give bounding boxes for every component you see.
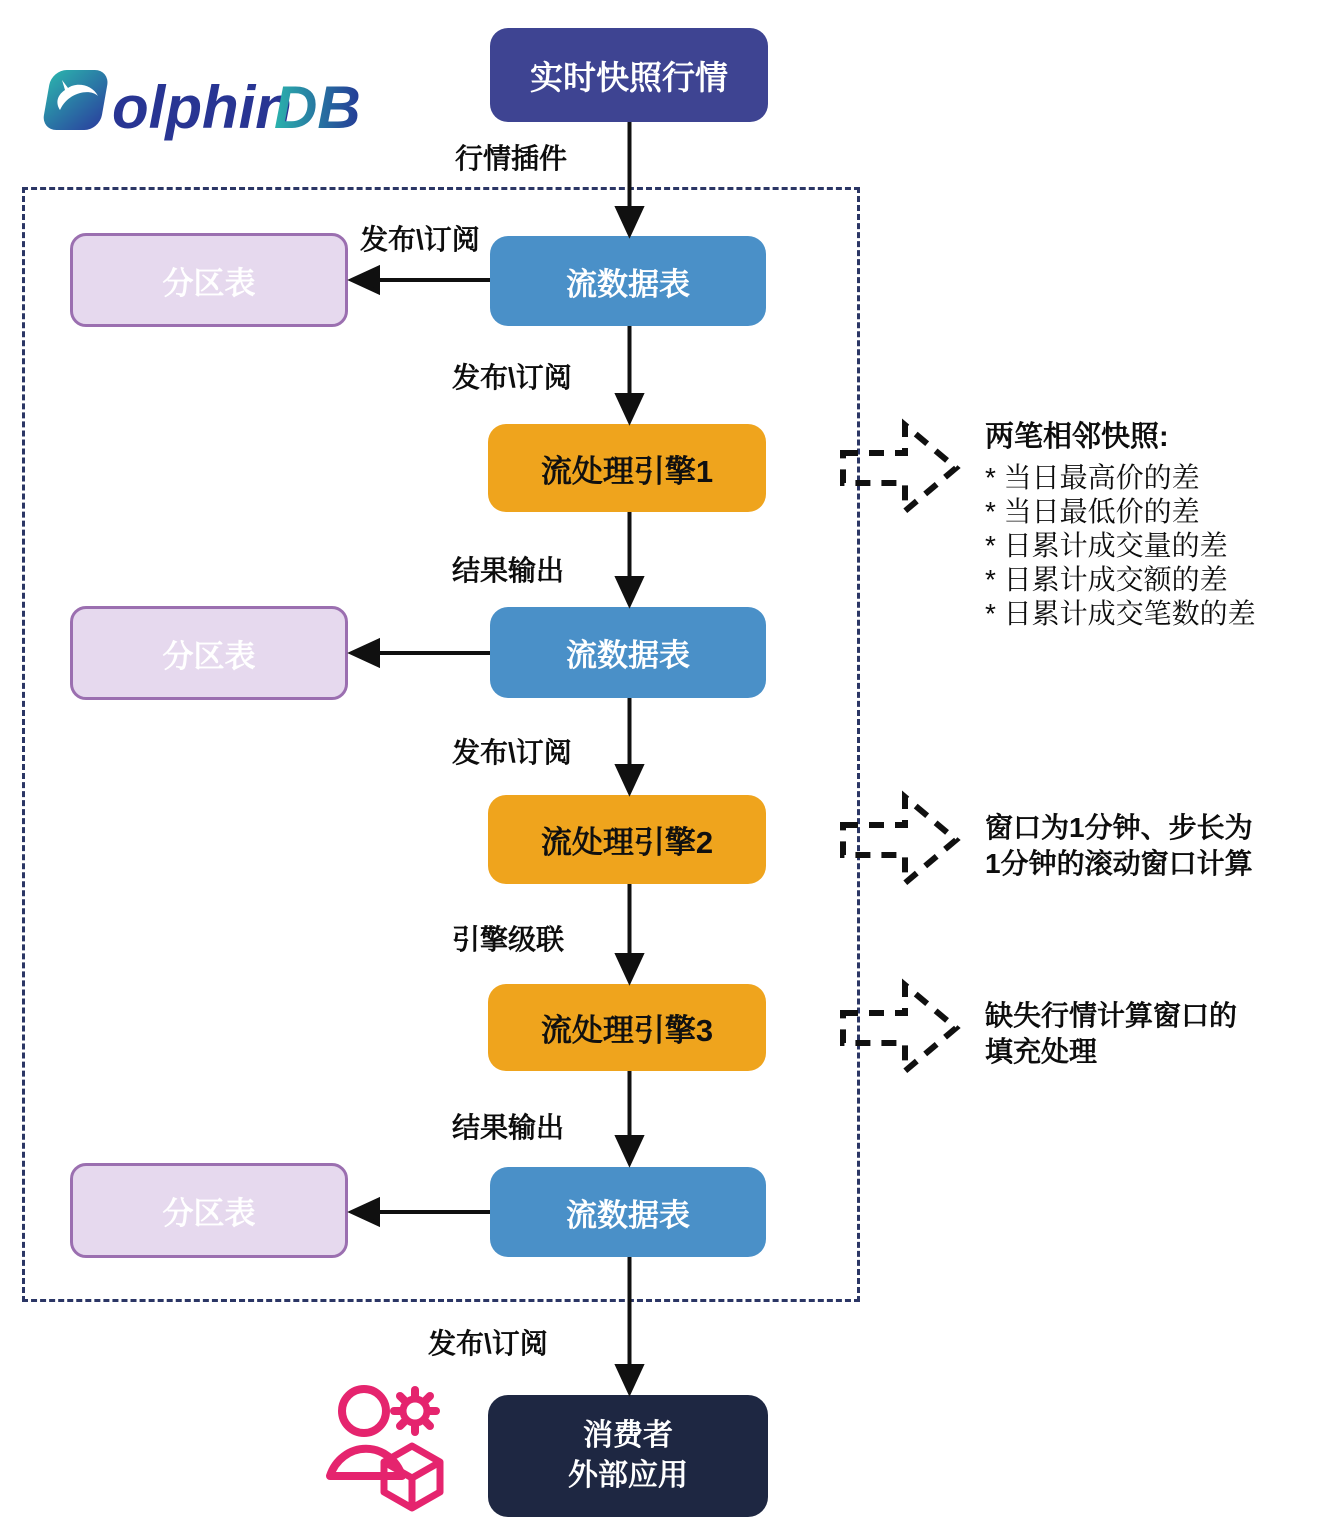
annotation-1-item: * 当日最低价的差 [985,496,1200,527]
logo-d-mark [41,70,110,130]
logo-text-db: DB [274,74,361,141]
node-partition-table-1: 分区表 [70,233,348,327]
node-stream-table-3: 流数据表 [490,1167,766,1257]
consumer-user-icon [322,1384,447,1514]
annotation-tumbling-window [985,810,1253,882]
gear-icon [394,1390,436,1432]
node-partition-table-3: 分区表 [70,1163,348,1258]
label-pubsub-3: 发布\订阅 [452,737,572,768]
annotation-2-line-1: 窗口为1分钟、步长为 [985,812,1253,843]
annotation-missing-fill [985,998,1237,1070]
label-market-plugin: 行情插件 [455,143,568,174]
node-stream-table-1: 流数据表 [490,236,766,326]
label-pubsub-2: 发布\订阅 [452,362,572,393]
node-stream-engine-1: 流处理引擎1 [488,424,766,512]
dolphindb-logo [28,58,368,150]
consumer-line-2: 外部应用 [568,1459,688,1492]
annotation-1-item: * 日累计成交量的差 [985,530,1228,561]
dolphindb-logo-graphic [28,58,368,150]
annotation-1-item: * 日累计成交额的差 [985,564,1228,595]
node-stream-engine-2: 流处理引擎2 [488,795,766,884]
label-pubsub-1: 发布\订阅 [360,224,480,255]
annotation-1-title: 两笔相邻快照: [985,421,1169,453]
annotation-3-line-2: 填充处理 [985,1036,1098,1067]
annotation-adjacent-snapshots [985,414,1256,631]
node-consumer-app [488,1395,768,1517]
node-stream-engine-3: 流处理引擎3 [488,984,766,1071]
annotation-1-item: * 日累计成交笔数的差 [985,598,1256,629]
label-pubsub-4: 发布\订阅 [428,1328,548,1359]
node-partition-table-2: 分区表 [70,606,348,700]
annotation-1-list [985,461,1256,631]
node-stream-table-2: 流数据表 [490,607,766,698]
annotation-1-item: * 当日最高价的差 [985,462,1200,493]
label-result-output-1: 结果输出 [452,555,565,586]
label-engine-cascade: 引擎级联 [452,924,565,955]
person-head [342,1389,386,1433]
annotation-2-line-2: 1分钟的滚动窗口计算 [985,848,1253,879]
consumer-line-1: 消费者 [583,1418,673,1452]
node-realtime-snapshot: 实时快照行情 [490,28,768,122]
dolphindb-system-boundary [22,187,860,1302]
logo-text-olphin: olphin [112,74,292,141]
label-result-output-2: 结果输出 [452,1112,565,1143]
annotation-3-line-1: 缺失行情计算窗口的 [985,1000,1238,1031]
